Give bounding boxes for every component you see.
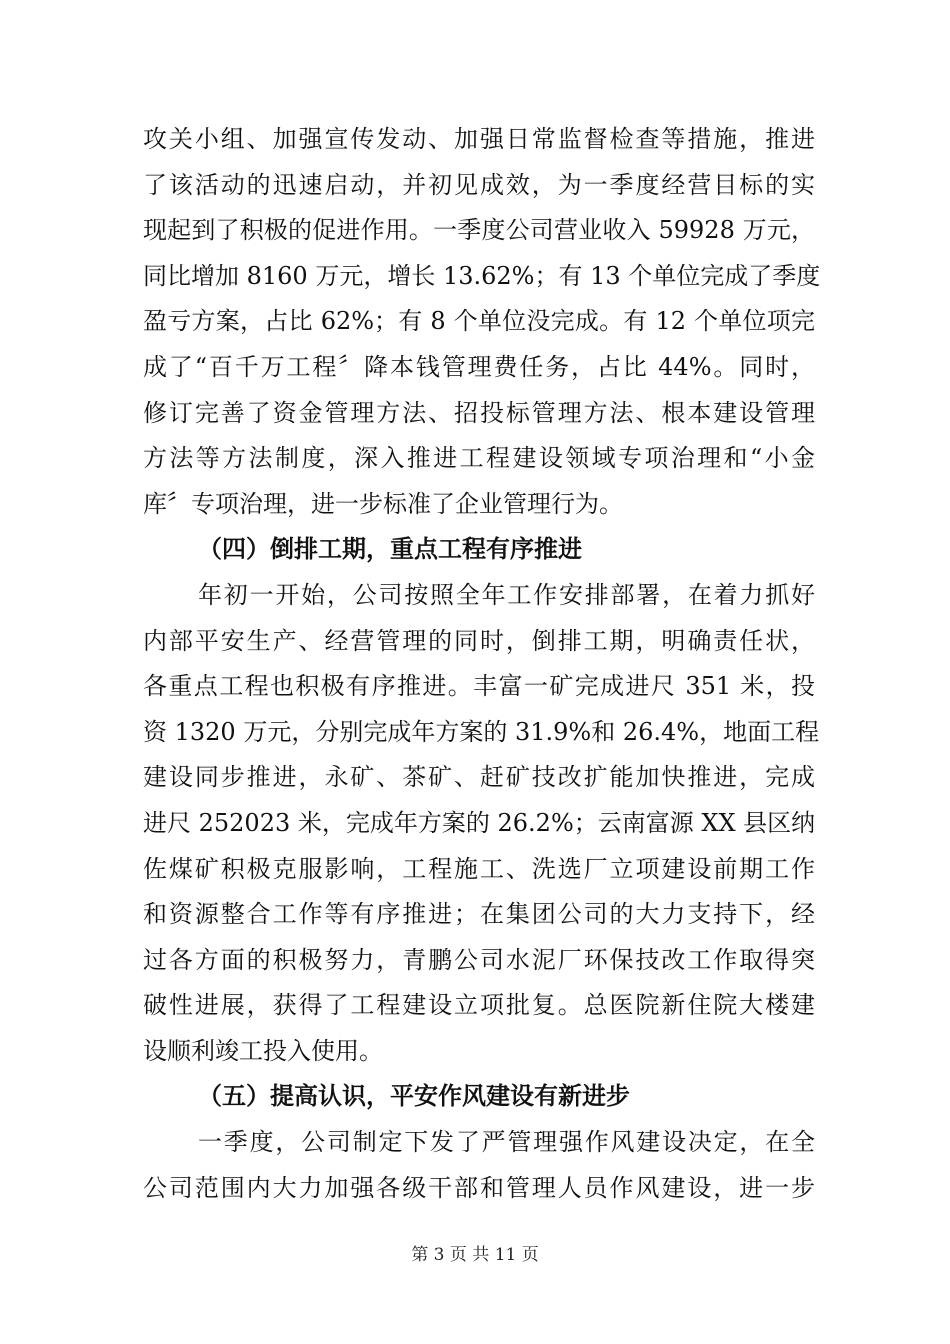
paragraph-line: 同比增加 8160 万元，增长 13.62%；有 13 个单位完成了季度	[143, 261, 821, 290]
paragraph-line: 设顺利竣工投入使用。	[143, 1036, 383, 1065]
paragraph-line: 佐煤矿积极克服影响，工程施工、洗选厂立项建设前期工作	[143, 854, 815, 883]
paragraph-line: 资 1320 万元，分别完成年方案的 31.9%和 26.4%，地面工程	[143, 717, 820, 746]
paragraph-line: 进尺 252023 米，完成年方案的 26.2%；云南富源 XX 县区纳	[143, 808, 816, 837]
paragraph-line: 过各方面的积极努力，青鹏公司水泥厂环保技改工作取得突	[143, 945, 815, 974]
paragraph-line: 盈亏方案，占比 62%；有 8 个单位没完成。有 12 个单位项完	[143, 307, 815, 336]
paragraph-line: 和资源整合工作等有序推进；在集团公司的大力支持下，经	[143, 900, 815, 929]
paragraph-line: 修订完善了资金管理方法、招投标管理方法、根本建设管理	[143, 398, 815, 427]
paragraph-line: 现起到了积极的促进作用。一季度公司营业收入 59928 万元，	[143, 216, 815, 245]
paragraph-line: 各重点工程也积极有序推进。丰富一矿完成进尺 351 米，投	[143, 672, 815, 701]
paragraph-line: 攻关小组、加强宣传发动、加强日常监督检查等措施，推进	[143, 125, 815, 153]
paragraph-line: 公司范围内大力加强各级干部和管理人员作风建设，进一步	[143, 1173, 815, 1202]
paragraph-line: 破性进展，获得了工程建设立项批复。总医院新住院大楼建	[143, 991, 815, 1020]
section-heading: （五）提高认识，平安作风建设有新进步	[198, 1082, 630, 1111]
paragraph-line: 内部平安生产、经营管理的同时，倒排工期，明确责任状，	[143, 626, 815, 655]
paragraph-first-line: 一季度，公司制定下发了严管理强作风建设决定，在全	[198, 1128, 815, 1157]
paragraph-first-line: 年初一开始，公司按照全年工作安排部署，在着力抓好	[198, 580, 815, 609]
page-footer: 第 3 页 共 11 页	[411, 1245, 539, 1265]
paragraph-line: 方法等方法制度，深入推进工程建设领域专项治理和“小金	[143, 444, 815, 473]
paragraph-line: 成了“百千万工程〞降本钱管理费任务，占比 44%。同时，	[143, 352, 815, 381]
paragraph-line: 了该活动的迅速启动，并初见成效，为一季度经营目标的实	[143, 170, 815, 199]
paragraph-line: 建设同步推进，永矿、茶矿、赶矿技改扩能加快推进，完成	[143, 763, 815, 792]
paragraph-line: 库〞专项治理，进一步标准了企业管理行为。	[143, 489, 623, 518]
section-heading: （四）倒排工期，重点工程有序推进	[198, 535, 582, 564]
document-body	[143, 117, 821, 1211]
